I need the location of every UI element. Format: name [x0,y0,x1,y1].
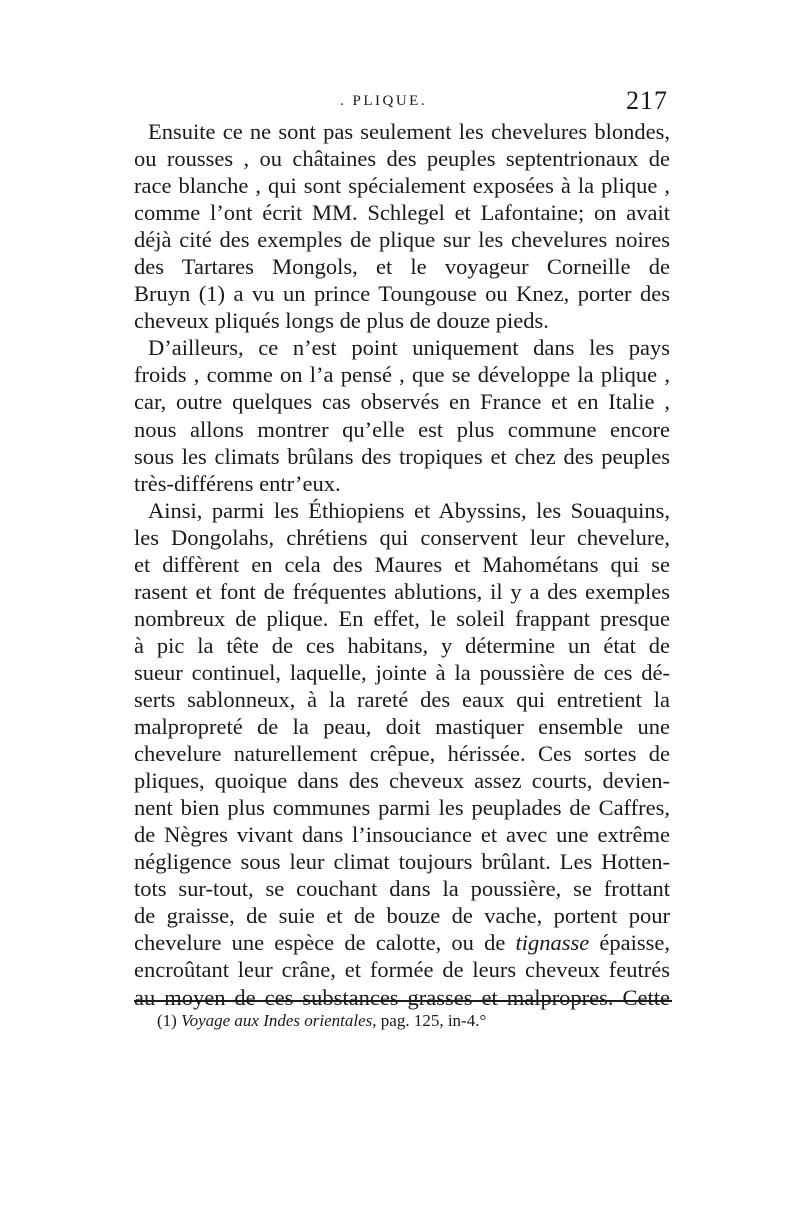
text-line: et diffèrent en cela des Maures et Mahométans qui se [134,551,670,577]
text-line: de graisse, de suie et de bouze de vache, portent pour [134,903,670,929]
text-line: D’ailleurs, ce n’est point uniquement dans les pays [148,335,670,361]
text-segment: épaisse, [589,930,670,956]
footnote-title: Voyage aux Indes orientales [181,1011,373,1030]
text-line: Bruyn (1) a vu un prince Toungouse ou Knez, porter des [134,281,670,307]
text-line: chevelure naturellement crêpue, hérissée. Ces sortes de [134,741,670,767]
text-line: pliques, quoique dans des cheveux assez courts, devien- [134,768,670,794]
text-line: nous allons montrer qu’elle est plus commune encore [134,416,670,442]
running-head: . PLIQUE. [340,93,428,109]
text-line: négligence sous leur climat toujours brûlant. Les Hotten- [134,849,670,875]
text-line: malpropreté de la peau, doit mastiquer ensemble une [134,714,670,740]
text-line: froids , comme on l’a pensé , que se développe la plique , [134,362,670,388]
text-line: au moyen de ces substances grasses et malpropres. Cette [134,984,670,1010]
footnote [157,1011,486,1031]
text-line: Ensuite ce ne sont pas seulement les chevelures blondes, [148,119,670,144]
text-line: déjà cité des exemples de plique sur les chevelures noires [134,227,670,253]
text-line: race blanche , qui sont spécialement exposées à la plique , [134,173,670,199]
text-line: les Dongolahs, chrétiens qui conservent leur chevelure, [134,524,670,550]
text-line: serts sablonneux, à la rareté des eaux qui entretient la [134,686,670,712]
text-line: à pic la tête de ces habitans, y détermine un état de [134,632,670,658]
text-line: encroûtant leur crâne, et formée de leurs cheveux feutrés [134,957,670,983]
text-line: de Nègres vivant dans l’insouciance et avec une extrême [134,822,670,848]
text-line: ou rousses , ou châtaines des peuples septentrionaux de [134,146,670,172]
text-line [134,929,670,956]
italic-term: tignasse [515,930,590,956]
footnote-reference: , pag. 125, in-4.° [372,1011,487,1030]
text-line: comme l’ont écrit MM. Schlegel et Lafontaine; on avait [134,200,670,226]
text-line: nombreux de plique. En effet, le soleil frappant presque [134,605,670,631]
text-line: très-différens entr’eux. [134,470,341,496]
text-line: cheveux pliqués longs de plus de douze pieds. [134,308,549,334]
body-text [134,118,670,1011]
text-line: nent bien plus communes parmi les peuplades de Caffres, [134,795,670,821]
text-segment: chevelure une espèce de calotte, ou de [134,930,516,956]
page-number: 217 [626,86,668,115]
text-line: sueur continuel, laquelle, jointe à la poussière de ces dé- [134,659,670,685]
text-line: rasent et font de fréquentes ablutions, il y a des exemples [134,578,670,604]
text-line: des Tartares Mongols, et le voyageur Corneille de [134,254,670,280]
text-line: car, outre quelques cas observés en France et en Italie , [134,389,670,415]
text-line: Ainsi, parmi les Éthiopiens et Abyssins, les Souaquins, [148,497,670,523]
text-line: sous les climats brûlans des tropiques et chez des peuples [134,443,670,469]
footnote-marker: (1) [157,1011,177,1030]
footnote-rule [134,1000,672,1002]
text-line: tots sur-tout, se couchant dans la poussière, se frottant [134,876,670,902]
